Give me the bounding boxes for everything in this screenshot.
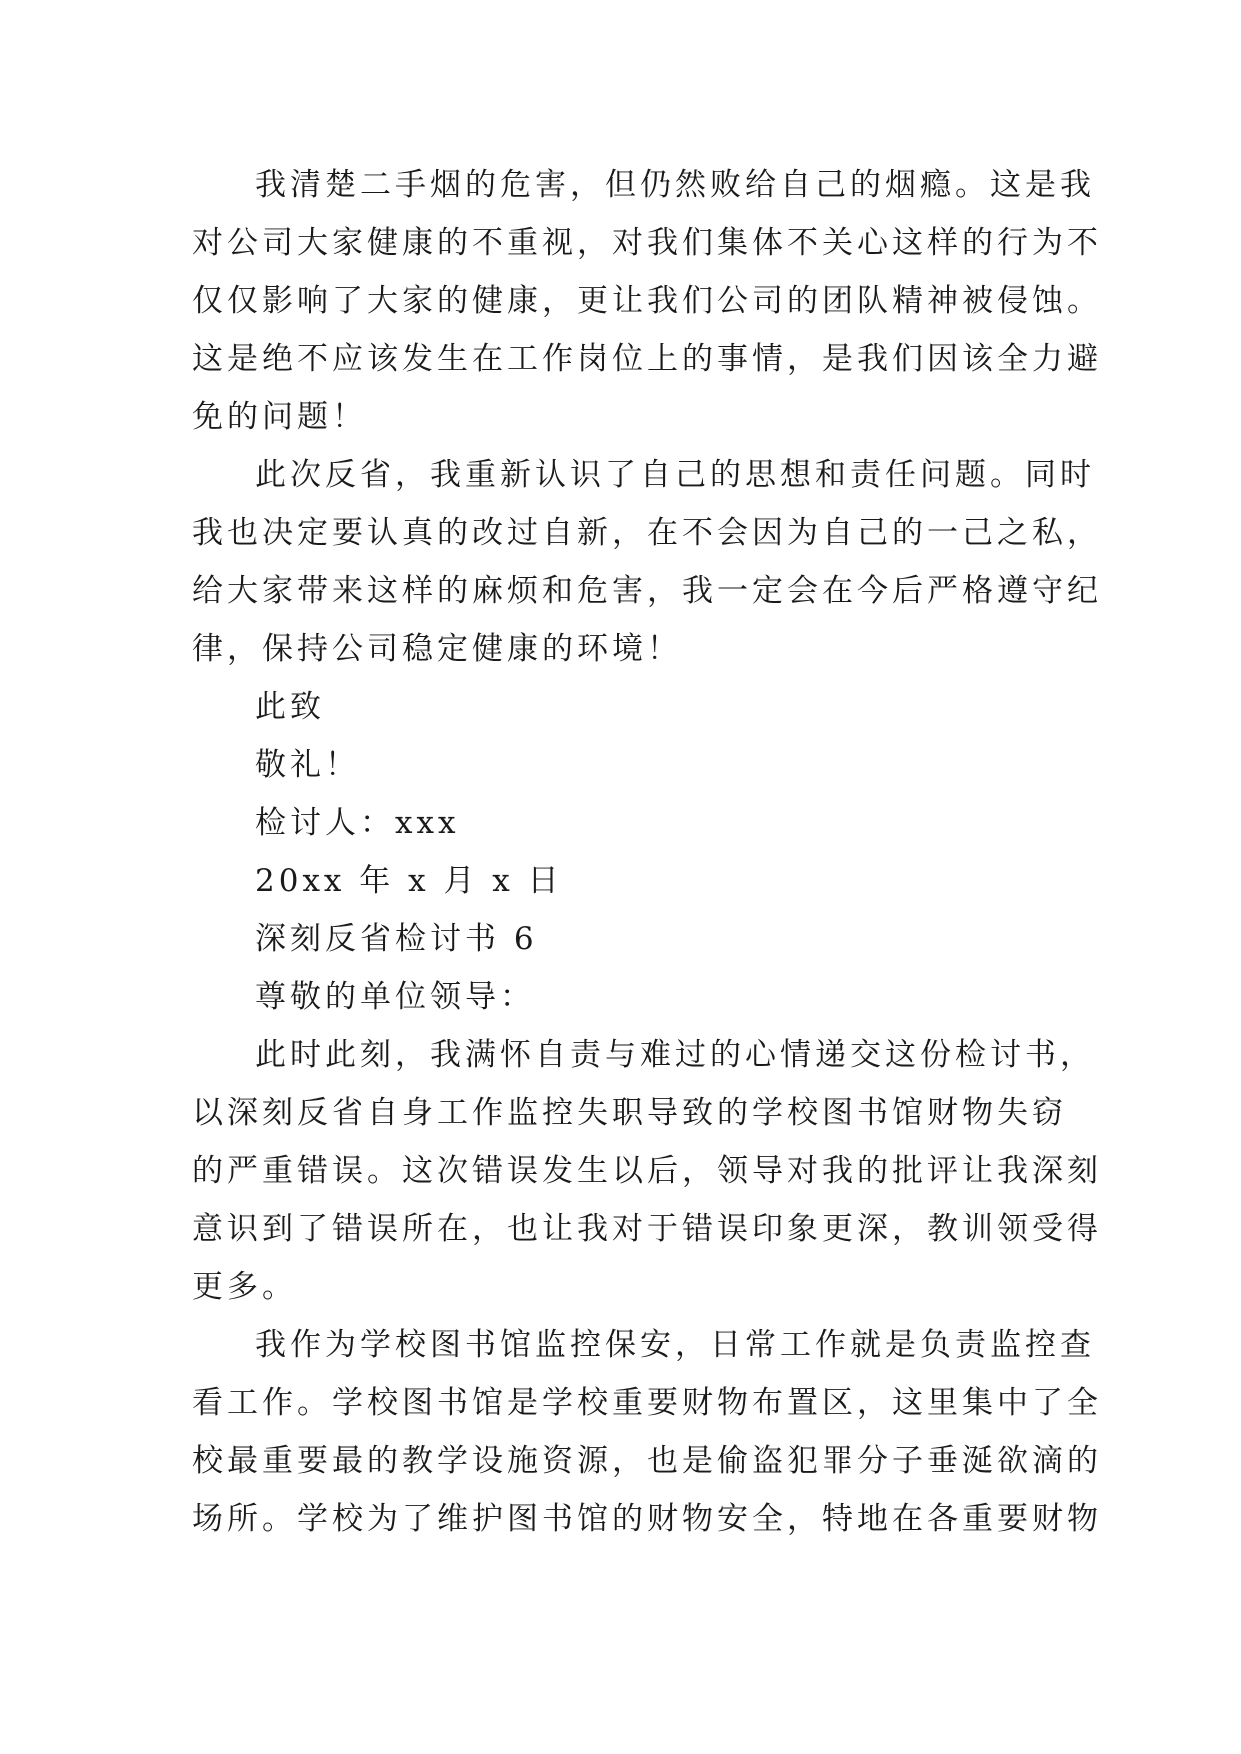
text-line: 我作为学校图书馆监控保安，日常工作就是负责监控查 xyxy=(255,1327,1095,1363)
text-line: 看工作。学校图书馆是学校重要财物布置区，这里集中了全 xyxy=(192,1385,1102,1421)
date: 20xx 年 x 月 x 日 xyxy=(255,863,563,899)
section-title: 深刻反省检讨书 6 xyxy=(255,921,538,957)
text-line: 我清楚二手烟的危害，但仍然败给自己的烟瘾。这是我 xyxy=(255,167,1095,203)
text-line: 校最重要最的教学设施资源，也是偷盗犯罪分子垂涎欲滴的 xyxy=(192,1443,1102,1479)
text-line: 律，保持公司稳定健康的环境！ xyxy=(192,631,682,667)
text-line: 我也决定要认真的改过自新，在不会因为自己的一己之私， xyxy=(192,515,1102,551)
text-line: 场所。学校为了维护图书馆的财物安全，特地在各重要财物 xyxy=(192,1501,1102,1537)
closing-salutation: 此致 xyxy=(255,689,325,725)
text-line: 仅仅影响了大家的健康，更让我们公司的团队精神被侵蚀。 xyxy=(192,283,1102,319)
text-line: 意识到了错误所在，也让我对于错误印象更深，教训领受得 xyxy=(192,1211,1102,1247)
text-line: 此次反省，我重新认识了自己的思想和责任问题。同时 xyxy=(255,457,1095,493)
signer: 检讨人：xxx xyxy=(255,805,460,841)
text-line: 以深刻反省自身工作监控失职导致的学校图书馆财物失窃 xyxy=(192,1095,1067,1131)
closing-regards: 敬礼！ xyxy=(255,747,360,783)
greeting: 尊敬的单位领导： xyxy=(255,979,535,1015)
text-line: 对公司大家健康的不重视，对我们集体不关心这样的行为不 xyxy=(192,225,1102,261)
text-line: 免的问题！ xyxy=(192,399,367,435)
text-line: 这是绝不应该发生在工作岗位上的事情，是我们因该全力避 xyxy=(192,341,1102,377)
text-line: 更多。 xyxy=(192,1269,297,1305)
text-line: 的严重错误。这次错误发生以后，领导对我的批评让我深刻 xyxy=(192,1153,1102,1189)
document-body xyxy=(192,156,1102,1548)
text-line: 此时此刻，我满怀自责与难过的心情递交这份检讨书， xyxy=(255,1037,1095,1073)
text-line: 给大家带来这样的麻烦和危害，我一定会在今后严格遵守纪 xyxy=(192,573,1102,609)
